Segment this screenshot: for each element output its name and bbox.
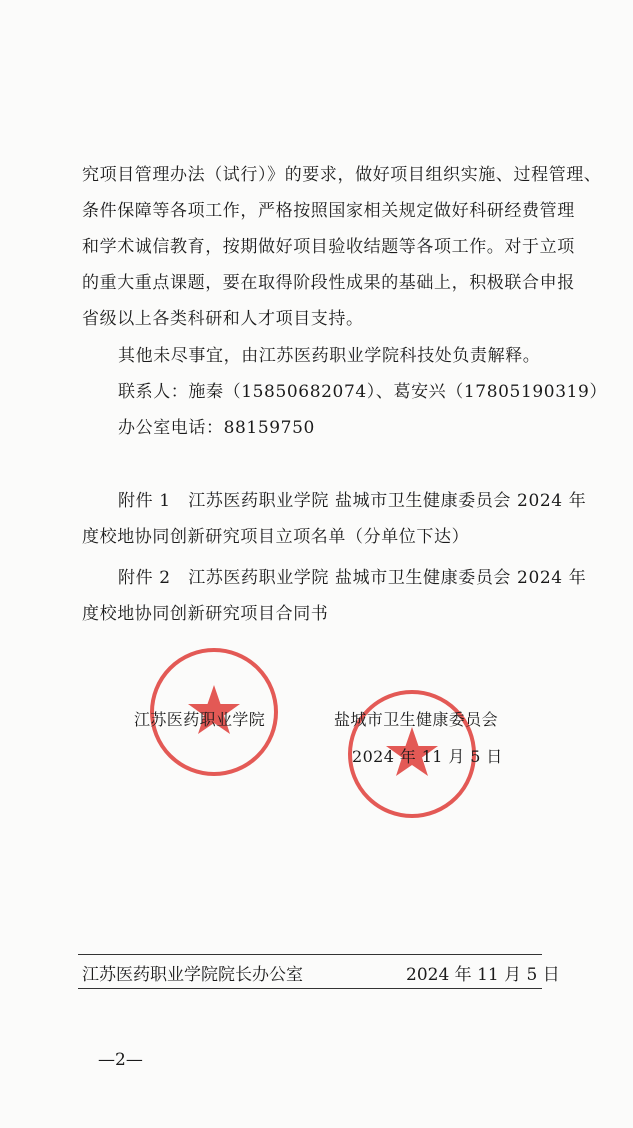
signature-date: 2024 年 11 月 5 日 xyxy=(352,747,503,766)
footer-bottom-rule xyxy=(78,988,542,989)
attachment-2-line-2: 度校地协同创新研究项目合同书 xyxy=(82,604,329,624)
contact-line: 联系人：施秦（15850682074）、葛安兴（17805190319） xyxy=(118,382,608,402)
body-line-5: 省级以上各类科研和人才项目支持。 xyxy=(82,309,364,329)
attachment-2-line-1: 附件 2 江苏医药职业学院 盐城市卫生健康委员会 2024 年 xyxy=(118,568,587,588)
left-signature-org: 江苏医药职业学院 xyxy=(134,710,266,729)
body-line-2: 条件保障等各项工作，严格按照国家相关规定做好科研经费管理 xyxy=(82,201,575,221)
attachment-1-line-1: 附件 1 江苏医药职业学院 盐城市卫生健康委员会 2024 年 xyxy=(118,491,587,511)
page-number: —2— xyxy=(98,1050,143,1070)
body-line-3: 和学术诚信教育，按期做好项目验收结题等各项工作。对于立项 xyxy=(82,237,575,257)
attachment-1-line-2: 度校地协同创新研究项目立项名单（分单位下达） xyxy=(82,527,470,547)
right-signature-org: 盐城市卫生健康委员会 xyxy=(334,710,499,729)
body-line-4: 的重大重点课题，要在取得阶段性成果的基础上，积极联合申报 xyxy=(82,273,575,293)
explanation-line: 其他未尽事宜，由江苏医药职业学院科技处负责解释。 xyxy=(118,346,541,366)
body-line-1: 究项目管理办法（试行）》的要求，做好项目组织实施、过程管理、 xyxy=(82,165,602,185)
footer-top-rule xyxy=(78,954,542,955)
footer-office: 江苏医药职业学院院长办公室 xyxy=(82,965,303,985)
footer-date: 2024 年 11 月 5 日 xyxy=(406,965,560,985)
office-phone-line: 办公室电话：88159750 xyxy=(118,418,315,438)
